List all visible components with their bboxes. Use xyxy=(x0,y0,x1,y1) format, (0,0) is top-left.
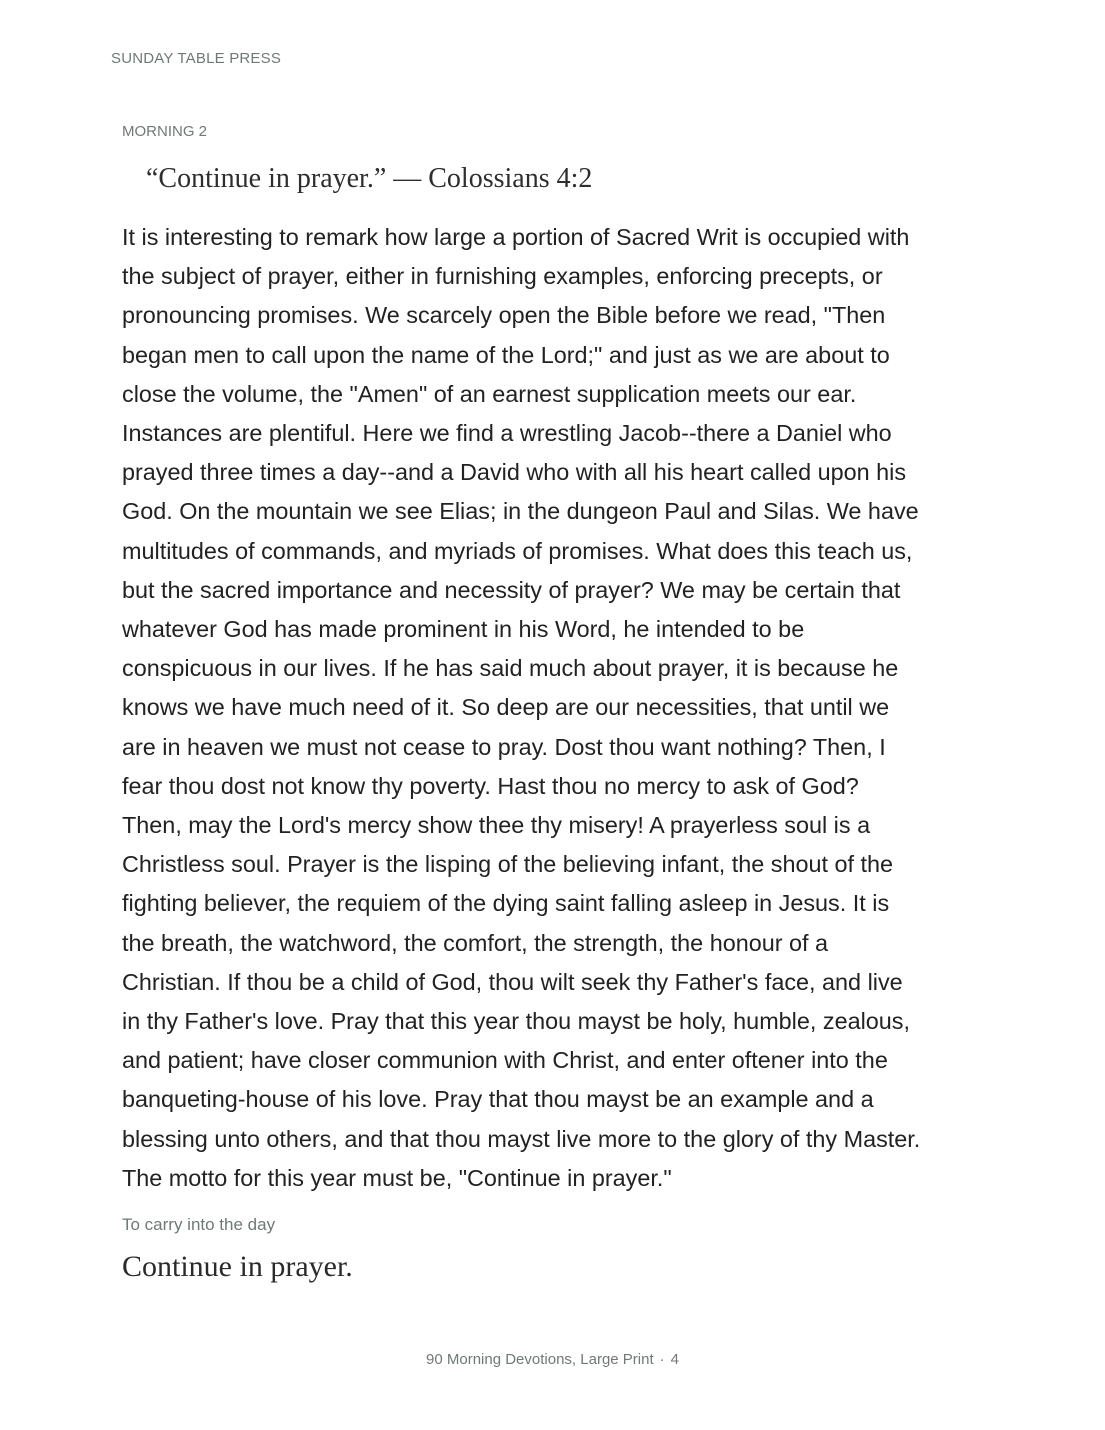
body-line: conspicuous in our lives. If he has said much about prayer, it is because he xyxy=(122,655,899,682)
body-line: whatever God has made prominent in his Word, he intended to be xyxy=(122,616,805,643)
devotion-label: MORNING 2 xyxy=(122,123,208,140)
devotion-body xyxy=(122,218,1002,1198)
body-line: began men to call upon the name of the Lord;" and just as we are about to xyxy=(122,341,890,368)
body-line: knows we have much need of it. So deep are our necessities, that until we xyxy=(122,694,890,721)
body-line: Then, may the Lord's mercy show thee thy misery! A prayerless soul is a xyxy=(122,812,871,839)
takeaway-text: Continue in prayer. xyxy=(122,1250,353,1283)
body-line: Christless soul. Prayer is the lisping of the believing infant, the shout of the xyxy=(122,851,894,878)
body-line: blessing unto others, and that thou mayst live more to the glory of thy Master. xyxy=(122,1125,921,1152)
page-footer xyxy=(0,1351,1105,1368)
footer-separator: · xyxy=(659,1351,665,1368)
body-line: multitudes of commands, and myriads of promises. What does this teach us, xyxy=(122,537,913,564)
body-line: pronouncing promises. We scarcely open the Bible before we read, "Then xyxy=(122,302,886,329)
body-line: prayed three times a day--and a David who with all his heart called upon his xyxy=(122,459,907,486)
body-line: Christian. If thou be a child of God, thou wilt seek thy Father's face, and live xyxy=(122,968,903,995)
body-line: close the volume, the "Amen" of an earnest supplication meets our ear. xyxy=(122,380,857,407)
body-line: in thy Father's love. Pray that this year thou mayst be holy, humble, zealous, xyxy=(122,1008,911,1035)
takeaway-label: To carry into the day xyxy=(122,1215,276,1234)
footer-book-title: 90 Morning Devotions, Large Print xyxy=(426,1351,654,1368)
body-line: The motto for this year must be, "Continue in prayer." xyxy=(122,1164,672,1191)
body-line: are in heaven we must not cease to pray. Dost thou want nothing? Then, I xyxy=(122,733,886,760)
body-line: the breath, the watchword, the comfort, the strength, the honour of a xyxy=(122,929,829,956)
body-line: but the sacred importance and necessity of prayer? We may be certain that xyxy=(122,576,901,603)
body-line: fear thou dost not know thy poverty. Hast thou no mercy to ask of God? xyxy=(122,772,859,799)
body-line: God. On the mountain we see Elias; in the dungeon Paul and Silas. We have xyxy=(122,498,919,525)
body-line: banqueting-house of his love. Pray that thou mayst be an example and a xyxy=(122,1086,874,1113)
publisher-header: SUNDAY TABLE PRESS xyxy=(111,50,282,67)
body-line: It is interesting to remark how large a portion of Sacred Writ is occupied with xyxy=(122,224,910,250)
scripture-verse: “Continue in prayer.” — Colossians 4:2 xyxy=(146,163,593,194)
body-line: the subject of prayer, either in furnishing examples, enforcing precepts, or xyxy=(122,263,883,290)
body-line: fighting believer, the requiem of the dying saint falling asleep in Jesus. It is xyxy=(122,890,890,917)
body-line: and patient; have closer communion with Christ, and enter oftener into the xyxy=(122,1047,888,1074)
page-number: 4 xyxy=(670,1351,679,1368)
body-line: Instances are plentiful. Here we find a wrestling Jacob--there a Daniel who xyxy=(122,420,892,447)
